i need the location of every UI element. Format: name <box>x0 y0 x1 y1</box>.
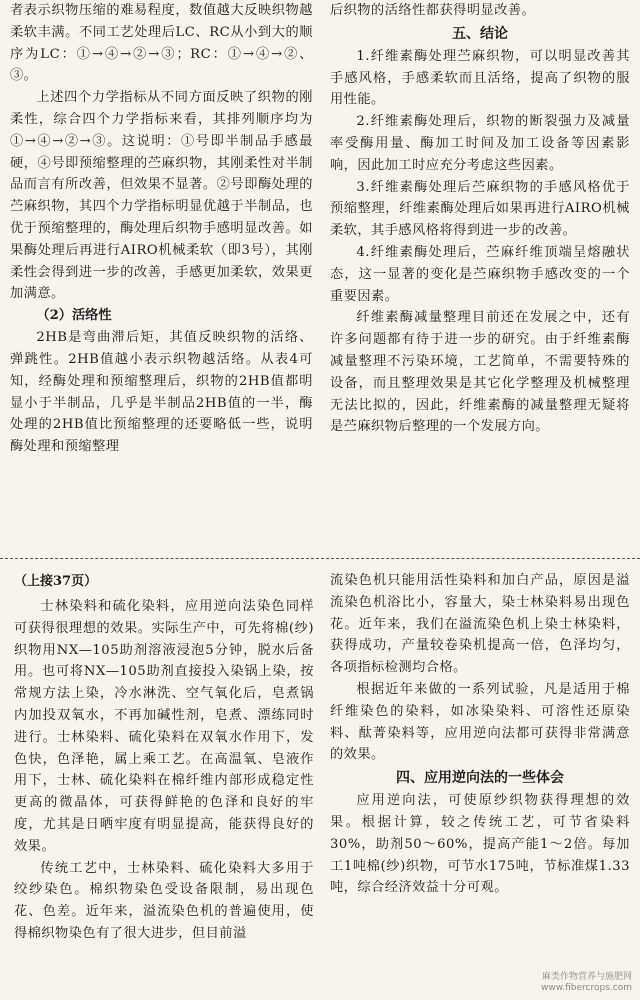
right-column <box>330 570 630 899</box>
article-section-bottom <box>0 570 640 1000</box>
paragraph: 上述四个力学指标从不同方面反映了织物的刚柔性，综合四个力学指标来看，其排列顺序均为①→④→②→③。这说明：①号即半制品手感最硬，④号即预缩整理的苎麻织物，其刚柔性对半制品而言有所改善，但效果不显著。②号即酶处理的苎麻织物，其四个力学指标明显优越于半制品，也优于预缩整理的，酶处理后织物手感明显改善。如果酶处理后再进行AIRO机械柔软（即3号），其刚柔性会得到进一步的改善，手感更加柔软，效果更加满意。 <box>10 90 313 302</box>
watermark-title: 麻类作物营养与施肥网 <box>541 972 632 982</box>
conclusion-item: 1.纤维素酶处理苎麻织物，可以明显改善其手感风格，手感柔软而且活络，提高了织物的服用性能。 <box>330 48 630 108</box>
sub-heading: （2）活络性 <box>36 308 112 324</box>
watermark <box>541 972 632 994</box>
paragraph: 者表示织物压缩的难易程度，数值越大反映织物越柔软丰满。不同工艺处理后LC、RC从小到大的顺序为LC：①→④→②→③；RC：①→④→②、③。 <box>10 3 313 84</box>
right-column <box>330 0 630 438</box>
left-column <box>14 570 314 945</box>
section-heading: 四、应用逆向法的一些体会 <box>396 770 564 787</box>
continued-from-label: （上接37页） <box>14 574 98 589</box>
paragraph: 传统工艺中，士林染料、硫化染料大多用于绞纱染色。棉织物染色受设备限制，易出现色花、色差。近年来，溢流染色机的普遍使用，使得棉织物染色有了很大进步，但目前溢 <box>14 860 314 941</box>
left-column <box>10 0 313 458</box>
paragraph: 2HB是弯曲滞后矩，其值反映织物的活络、弹跳性。2HB值越小表示织物越活络。从表4可知，经酶处理和预缩整理后，织物的2HB值都明显小于半制品，几乎是半制品2HB值的一半，酶处理的2HB值比预缩整理的还要略低一些，说明酶处理和预缩整理 <box>10 330 313 455</box>
conclusion-item: 4.纤维素酶处理后，苎麻纤维顶端呈熔融状态，这一显著的变化是苎麻织物手感改变的一个重要因素。 <box>330 244 630 304</box>
paragraph: 士林染料和硫化染料，应用逆向法染色同样可获得很理想的效果。实际生产中，可先将棉(纱)织物用NX—105助剂溶液浸泡5分钟，脱水后备用。也可将NX—105助剂直接投入染锅上染，按常规方法上染，冷水淋洗、空气氧化后，皂煮锅内加投双氧水，不再加碱性剂，皂煮、漂练同时进行。士林染料、硫化染料在双氧水作用下，发色快，色泽艳，属上乘工艺。在高温氧、皂液作用下，士林、硫化染料在棉纤维内部形成稳定性更高的微晶体，可获得鲜艳的色泽和良好的牢度，尤其是日晒牢度有明显提高，能获得良好的效果。 <box>14 599 314 854</box>
paragraph: 根据近年来做的一系列试验，凡是适用于棉纤维染色的染料，如冰染染料、可溶性还原染料、酞菁染料等，应用逆向法都可获得非常满意的效果。 <box>330 681 630 763</box>
watermark-url: www.fibercrops.com <box>541 983 632 993</box>
paragraph: 应用逆向法，可使原纱织物获得理想的效果。根据计算，较之传统工艺，可节省染料30%，助剂50～60%，提高产能1～2倍。每加工1吨棉(纱)织物，可节水175吨，节标准煤1.33吨，综合经济效益十分可观。 <box>330 793 630 896</box>
paragraph: 纤维素酶减量整理目前还在发展之中，还有许多问题都有待于进一步的研究。由于纤维素酶减量整理不污染环境，工艺简单，不需要特殊的设备，而且整理效果是其它化学整理及机械整理无法比拟的，因此，纤维素酶的减量整理无疑将是苎麻织物后整理的一个发展方向。 <box>330 310 630 435</box>
section-heading: 五、结论 <box>452 25 508 42</box>
section-divider <box>0 558 640 559</box>
conclusion-item: 3.纤维素酶处理后苎麻织物的手感风格优于预缩整理，纤维素酶处理后如果再进行AIRO机械柔软，其手感风格将得到进一步的改善。 <box>330 179 630 239</box>
conclusion-item: 2.纤维素酶处理后，织物的断裂强力及减量率受酶用量、酶加工时间及加工设备等因素影响，因此加工时应充分考虑这些因素。 <box>330 114 630 173</box>
paragraph: 流染色机只能用活性染料和加白产品，原因是溢流染色机浴比小，容量大，染士林染料易出现色花。近年来，我们在溢流染色机上染士林染料，获得成功，产量较卷染机提高一倍，色泽均匀，各项指标检测均合格。 <box>330 573 630 676</box>
paragraph: 后织物的活络性都获得明显改善。 <box>330 3 536 18</box>
